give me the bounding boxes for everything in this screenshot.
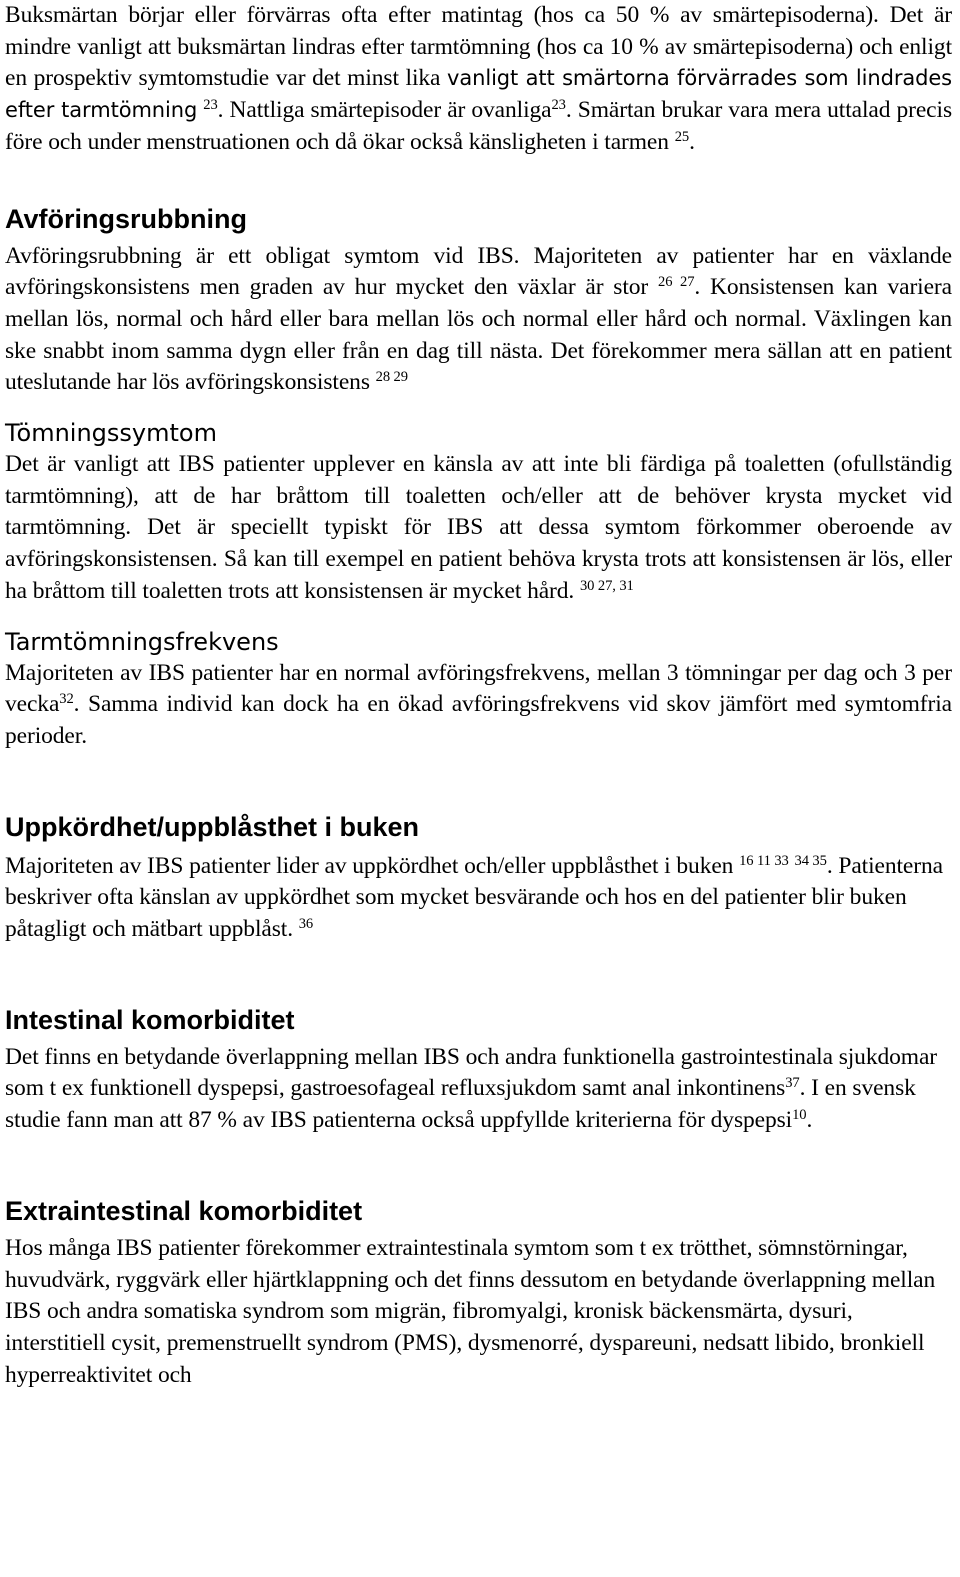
extraintestinal-paragraph: Hos många IBS patienter förekommer extraintestinala symtom som t ex trötthet, sömnstörningar, huvudvärk, ryggvärk eller hjärtklappning och det finns dessutom en betydande överlappning mellan IBS och andra somatiska syndrom som migrän, fibromyalgi, kronisk bäckensmärta, dysuri, interstitiell cysit, premenstruellt syndrom (PMS), dysmenorré, dyspareuni, nedsatt libido, bronkiell hyperreaktivitet och <box>5 1234 936 1388</box>
section-heading-intestinal-komorbiditet: Intestinal komorbiditet <box>5 1004 295 1035</box>
reference-marker: 34 35 <box>794 852 827 869</box>
reference-marker: 37 <box>785 1075 800 1092</box>
intestinal-paragraph <box>5 1042 952 1137</box>
section-heading-avforingsrubbning: Avföringsrubbning <box>5 203 247 234</box>
avforing-text-1: Avföringsrubbning är ett obligat symtom vid IBS. Majoriteten av patienter har en växlande avföringskonsistens men graden av hur mycket den växlar är stor <box>5 242 952 301</box>
reference-marker: 25 <box>674 128 690 145</box>
section-heading-extraintestinal-komorbiditet: Extraintestinal komorbiditet <box>5 1195 363 1226</box>
reference-marker: 32 <box>59 691 74 708</box>
avforing-paragraph <box>5 241 952 400</box>
reference-marker: 26 27 <box>658 274 695 291</box>
intro-text-1: Buksmärtan börjar eller förvärras ofta efter matintag (hos ca 50 % av smärtepisoderna). Det är mindre vanligt att buksmärtan lindras efter tarmtömning (hos ca 10 % av smärtepisoderna) och enligt en prospektiv symtomstudie var det minst lika <box>5 2 952 92</box>
intro-text-3: . Nattliga smärtepisoder är ovanliga <box>217 97 552 124</box>
uppblasthet-paragraph <box>5 851 952 946</box>
uppblasthet-text-1: Majoriteten av IBS patienter lider av uppkördhet och/eller uppblåsthet i buken <box>5 852 734 879</box>
reference-marker: 23 <box>203 97 218 114</box>
intestinal-text-3: . <box>806 1107 813 1134</box>
reference-marker: 23 <box>551 97 566 114</box>
intro-text-2: vanligt att smärtorna förvärrades som lindrades efter tarmtömning <box>5 66 953 123</box>
intro-paragraph <box>5 0 952 159</box>
section-heading-tomningssymtom: Tömningssymtom <box>5 419 217 448</box>
reference-marker: 36 <box>298 916 314 933</box>
frekvens-paragraph <box>5 658 952 753</box>
section-heading-tarmtomningsfrekvens: Tarmtömningsfrekvens <box>5 627 279 656</box>
reference-marker: 28 29 <box>375 369 408 386</box>
tomning-paragraph <box>5 449 952 608</box>
intestinal-text-1: Det finns en betydande överlappning mellan IBS och andra funktionella gastrointestinala sjukdomar som t ex funktionell dyspepsi, gastroesofageal refluxsjukdom samt anal inkontinens <box>5 1043 938 1102</box>
section-heading-uppblasthet: Uppkördhet/uppblåsthet i buken <box>5 811 420 842</box>
intestinal-text-2: . I en svensk studie fann man att 87 % av IBS patienterna också uppfyllde kriterierna för dyspepsi <box>5 1075 916 1134</box>
tomning-text-1: Det är vanligt att IBS patienter upplever en känsla av att inte bli färdiga på toaletten (ofullständig tarmtömning), att de har bråttom till toaletten och/eller att de behöver krysta mycket vid tarmtömning. Det är speciellt typiskt för IBS att dessa symtom förkommer oberoende av avföringskonsistensen. Så kan till exempel en patient behöva krysta trots att konsistensen är lös, eller ha bråttom till toaletten trots att konsistensen är mycket hård. <box>5 451 952 604</box>
avforing-text-2: . Konsistensen kan variera mellan lös, normal och hård eller bara mellan lös och normal eller hård och normal. Växlingen kan ske snabbt inom samma dygn eller från en dag till nästa. Det förekommer mera sällan att en patient uteslutande har lös avföringskonsistens <box>5 274 952 396</box>
reference-marker: 30 27, 31 <box>579 577 634 594</box>
frekvens-text-1: Majoriteten av IBS patienter har en normal avföringsfrekvens, mellan 3 tömningar per dag och 3 per vecka <box>5 659 952 718</box>
reference-marker: 10 <box>792 1107 807 1124</box>
reference-marker: 16 11 33 <box>739 852 789 869</box>
intro-text-5: . <box>689 128 695 155</box>
intro-text-4: . Smärtan brukar vara mera uttalad precis före och under menstruationen och då ökar också känsligheten i tarmen <box>5 97 952 155</box>
frekvens-text-2: . Samma individ kan dock ha en ökad avföringsfrekvens vid skov jämfört med symtomfria perioder. <box>5 691 952 749</box>
uppblasthet-text-2: . Patienterna beskriver ofta känslan av uppkördhet som mycket besvärande och hos en del patienter blir buken påtagligt och mätbart uppblåst. <box>5 852 943 943</box>
